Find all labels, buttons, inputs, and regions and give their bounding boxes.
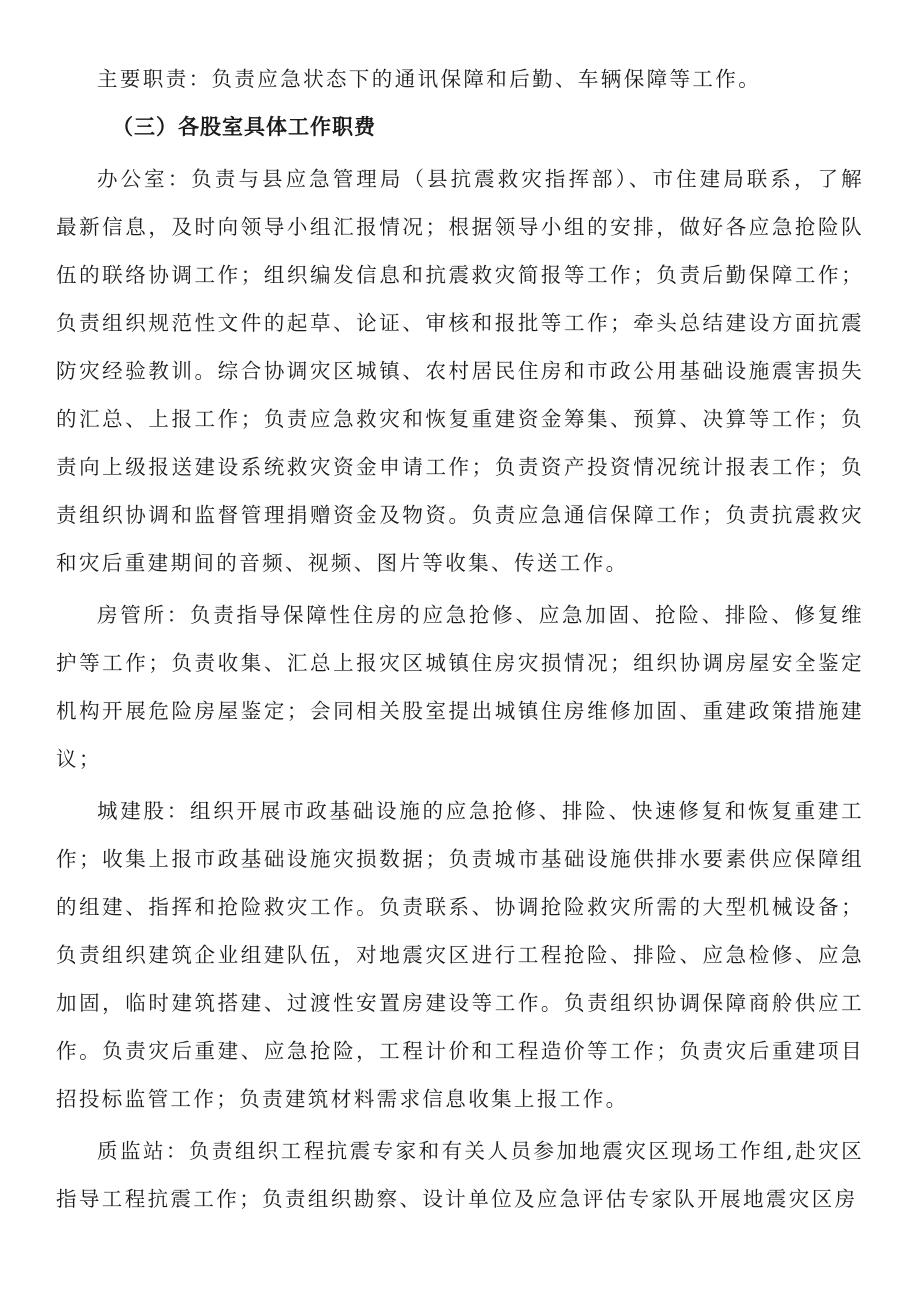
paragraph-office: 办公室：负责与县应急管理局（县抗震救灾指挥部）、市住建局联系，了解最新信息，及时向领导小组汇报情况；根据领导小组的安排，做好各应急抢险队伍的联络协调工作；组织编发信息和抗震救灾简报等工作；负责后勤保障工作；负责组织规范性文件的起草、论证、审核和报批等工作；牵头总结建设方面抗震防灾经验教训。综合协调灾区城镇、农村居民住房和市政公用基础设施震害损失的汇总、上报工作；负责应急救灾和恢复重建资金筹集、预算、决算等工作；负责向上级报送建设系统救灾资金申请工作；负责资产投资情况统计报表工作；负责组织协调和监督管理捐赠资金及物资。负责应急通信保障工作；负责抗震救灾和灾后重建期间的音频、视频、图片等收集、传送工作。 [56, 167, 864, 575]
document-body [56, 55, 864, 1223]
section-heading: （三）各股室具体工作职费 [112, 115, 376, 139]
paragraph-urban-construction: 城建股：组织开展市政基础设施的应急抢修、排险、快速修复和恢复重建工作；收集上报市政基础设施灾损数据；负责城市基础设施供排水要素供应保障组的组建、指挥和抢险救灾工作。负责联系、协调抢险救灾所需的大型机械设备；负责组织建筑企业组建队伍，对地震灾区进行工程抢险、排险、应急检修、应急加固，临时建筑搭建、过渡性安置房建设等工作。负责组织协调保障商舲供应工作。负责灾后重建、应急抢险，工程计价和工程造价等工作；负责灾后重建项目招投标监管工作；负责建筑材料需求信息收集上报工作。 [56, 799, 864, 1111]
intro-paragraph: 主要职责：负责应急状态下的通讯保障和后勤、车辆保障等工作。 [97, 67, 762, 91]
paragraph-quality-supervision: 质监站：负责组织工程抗震专家和有关人员参加地震灾区现场工作组,赴灾区指导工程抗震工作；负责组织勘察、设计单位及应急评估专家队开展地震灾区房 [56, 1139, 864, 1211]
paragraph-housing-office: 房管所：负责指导保障性住房的应急抢修、应急加固、抢险、排险、修复维护等工作；负责收集、汇总上报灾区城镇住房灾损情况；组织协调房屋安全鉴定机构开展危险房屋鉴定；会同相关股室提出城镇住房维修加固、重建政策措施建议； [56, 603, 864, 771]
